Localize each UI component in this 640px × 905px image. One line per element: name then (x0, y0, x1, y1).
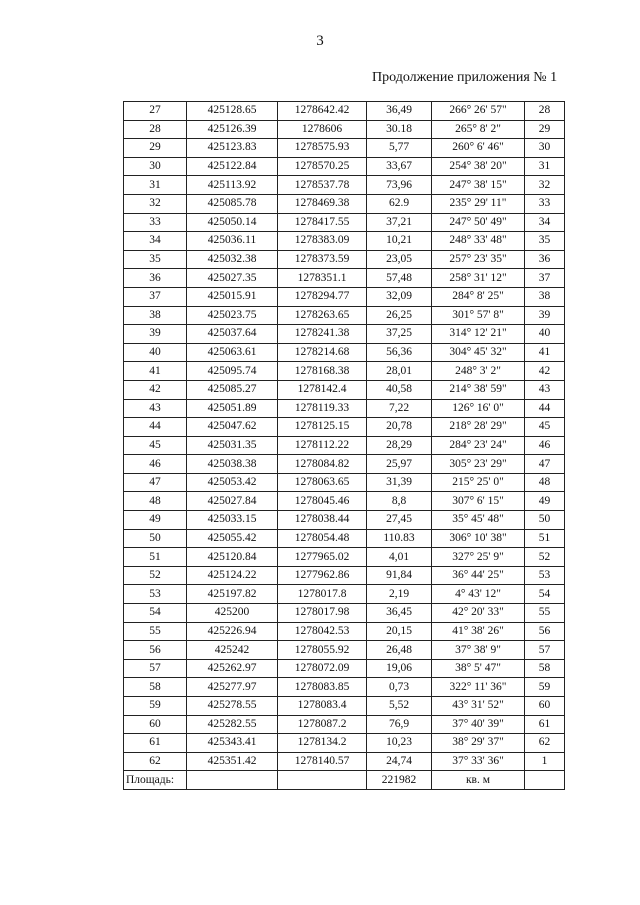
distance-cell: 73,96 (367, 176, 432, 195)
table-row (124, 678, 565, 697)
point-number-cell: 59 (124, 697, 187, 716)
table-row (124, 157, 565, 176)
direction-angle-cell: 306° 10' 38" (432, 529, 525, 548)
x-coordinate-cell: 425343.41 (187, 734, 278, 753)
table-row (124, 455, 565, 474)
distance-cell: 26,25 (367, 306, 432, 325)
x-coordinate-cell: 425200 (187, 604, 278, 623)
point-number-cell: 36 (124, 269, 187, 288)
distance-cell: 56,36 (367, 343, 432, 362)
next-point-number-cell: 53 (525, 566, 565, 585)
distance-cell: 23,05 (367, 250, 432, 269)
y-coordinate-cell: 1278417.55 (278, 213, 367, 232)
table-row (124, 380, 565, 399)
y-coordinate-cell: 1278537.78 (278, 176, 367, 195)
next-point-number-cell: 59 (525, 678, 565, 697)
x-coordinate-cell: 425023.75 (187, 306, 278, 325)
table-row (124, 102, 565, 121)
y-coordinate-cell: 1278351.1 (278, 269, 367, 288)
distance-cell: 36,49 (367, 102, 432, 121)
y-coordinate-cell: 1278294.77 (278, 287, 367, 306)
direction-angle-cell: 37° 33' 36" (432, 752, 525, 771)
next-point-number-cell: 37 (525, 269, 565, 288)
x-coordinate-cell: 425278.55 (187, 697, 278, 716)
distance-cell: 2,19 (367, 585, 432, 604)
direction-angle-cell: 304° 45' 32" (432, 343, 525, 362)
y-coordinate-cell: 1278017.98 (278, 604, 367, 623)
table-row (124, 139, 565, 158)
y-coordinate-cell: 1277965.02 (278, 548, 367, 567)
distance-cell: 36,45 (367, 604, 432, 623)
next-point-number-cell: 57 (525, 641, 565, 660)
point-number-cell: 41 (124, 362, 187, 381)
y-coordinate-cell: 1278642.42 (278, 102, 367, 121)
distance-cell: 7,22 (367, 399, 432, 418)
direction-angle-cell: 301° 57' 8" (432, 306, 525, 325)
y-coordinate-cell: 1278045.46 (278, 492, 367, 511)
distance-cell: 30.18 (367, 120, 432, 139)
point-number-cell: 30 (124, 157, 187, 176)
point-number-cell: 39 (124, 325, 187, 344)
point-number-cell: 62 (124, 752, 187, 771)
direction-angle-cell: 258° 31' 12" (432, 269, 525, 288)
direction-angle-cell: 257° 23' 35" (432, 250, 525, 269)
point-number-cell: 53 (124, 585, 187, 604)
area-value: 221982 (367, 771, 432, 790)
next-point-number-cell: 48 (525, 473, 565, 492)
x-coordinate-cell: 425063.61 (187, 343, 278, 362)
table-row (124, 511, 565, 530)
direction-angle-cell: 215° 25' 0" (432, 473, 525, 492)
y-coordinate-cell: 1278042.53 (278, 622, 367, 641)
y-coordinate-cell: 1278142.4 (278, 380, 367, 399)
x-coordinate-cell: 425050.14 (187, 213, 278, 232)
direction-angle-cell: 41° 38' 26" (432, 622, 525, 641)
next-point-number-cell: 35 (525, 232, 565, 251)
x-coordinate-cell: 425351.42 (187, 752, 278, 771)
distance-cell: 76,9 (367, 715, 432, 734)
direction-angle-cell: 235° 29' 11" (432, 194, 525, 213)
table-row (124, 213, 565, 232)
table-row (124, 492, 565, 511)
y-coordinate-cell: 1278214.68 (278, 343, 367, 362)
x-coordinate-cell: 425262.97 (187, 659, 278, 678)
point-number-cell: 46 (124, 455, 187, 474)
table-row (124, 473, 565, 492)
y-coordinate-cell: 1278241.38 (278, 325, 367, 344)
x-coordinate-cell: 425047.62 (187, 418, 278, 437)
area-empty-cell (278, 771, 367, 790)
point-number-cell: 61 (124, 734, 187, 753)
distance-cell: 110.83 (367, 529, 432, 548)
direction-angle-cell: 247° 50' 49" (432, 213, 525, 232)
point-number-cell: 33 (124, 213, 187, 232)
direction-angle-cell: 322° 11' 36" (432, 678, 525, 697)
distance-cell: 19,06 (367, 659, 432, 678)
next-point-number-cell: 51 (525, 529, 565, 548)
x-coordinate-cell: 425113.92 (187, 176, 278, 195)
distance-cell: 10,23 (367, 734, 432, 753)
direction-angle-cell: 314° 12' 21" (432, 325, 525, 344)
y-coordinate-cell: 1277962.86 (278, 566, 367, 585)
distance-cell: 0,73 (367, 678, 432, 697)
y-coordinate-cell: 1278063.65 (278, 473, 367, 492)
x-coordinate-cell: 425197.82 (187, 585, 278, 604)
table-row (124, 120, 565, 139)
x-coordinate-cell: 425032.38 (187, 250, 278, 269)
table-row (124, 548, 565, 567)
direction-angle-cell: 42° 20' 33" (432, 604, 525, 623)
direction-angle-cell: 214° 38' 59" (432, 380, 525, 399)
next-point-number-cell: 47 (525, 455, 565, 474)
table-row (124, 250, 565, 269)
next-point-number-cell: 44 (525, 399, 565, 418)
point-number-cell: 32 (124, 194, 187, 213)
next-point-number-cell: 50 (525, 511, 565, 530)
y-coordinate-cell: 1278140.57 (278, 752, 367, 771)
next-point-number-cell: 31 (525, 157, 565, 176)
y-coordinate-cell: 1278083.4 (278, 697, 367, 716)
point-number-cell: 38 (124, 306, 187, 325)
direction-angle-cell: 38° 5' 47" (432, 659, 525, 678)
table-row (124, 697, 565, 716)
y-coordinate-cell: 1278575.93 (278, 139, 367, 158)
distance-cell: 57,48 (367, 269, 432, 288)
direction-angle-cell: 327° 25' 9" (432, 548, 525, 567)
point-number-cell: 54 (124, 604, 187, 623)
point-number-cell: 27 (124, 102, 187, 121)
y-coordinate-cell: 1278606 (278, 120, 367, 139)
direction-angle-cell: 248° 3' 2" (432, 362, 525, 381)
point-number-cell: 57 (124, 659, 187, 678)
table-row (124, 659, 565, 678)
table-row (124, 529, 565, 548)
point-number-cell: 43 (124, 399, 187, 418)
next-point-number-cell: 40 (525, 325, 565, 344)
x-coordinate-cell: 425226.94 (187, 622, 278, 641)
table-row (124, 604, 565, 623)
x-coordinate-cell: 425055.42 (187, 529, 278, 548)
direction-angle-cell: 37° 40' 39" (432, 715, 525, 734)
next-point-number-cell: 52 (525, 548, 565, 567)
y-coordinate-cell: 1278087.2 (278, 715, 367, 734)
next-point-number-cell: 1 (525, 752, 565, 771)
point-number-cell: 42 (124, 380, 187, 399)
distance-cell: 40,58 (367, 380, 432, 399)
next-point-number-cell: 54 (525, 585, 565, 604)
direction-angle-cell: 37° 38' 9" (432, 641, 525, 660)
direction-angle-cell: 260° 6' 46" (432, 139, 525, 158)
distance-cell: 20,78 (367, 418, 432, 437)
appendix-title: Продолжение приложения № 1 (372, 70, 558, 85)
distance-cell: 26,48 (367, 641, 432, 660)
distance-cell: 20,15 (367, 622, 432, 641)
point-number-cell: 51 (124, 548, 187, 567)
y-coordinate-cell: 1278469.38 (278, 194, 367, 213)
direction-angle-cell: 265° 8' 2" (432, 120, 525, 139)
point-number-cell: 55 (124, 622, 187, 641)
table-row (124, 362, 565, 381)
x-coordinate-cell: 425015.91 (187, 287, 278, 306)
x-coordinate-cell: 425027.35 (187, 269, 278, 288)
table-row (124, 585, 565, 604)
x-coordinate-cell: 425051.89 (187, 399, 278, 418)
point-number-cell: 35 (124, 250, 187, 269)
coordinates-table-body (124, 102, 565, 790)
x-coordinate-cell: 425037.64 (187, 325, 278, 344)
point-number-cell: 48 (124, 492, 187, 511)
table-row (124, 436, 565, 455)
next-point-number-cell: 33 (525, 194, 565, 213)
next-point-number-cell: 45 (525, 418, 565, 437)
table-row (124, 641, 565, 660)
distance-cell: 10,21 (367, 232, 432, 251)
direction-angle-cell: 305° 23' 29" (432, 455, 525, 474)
table-row (124, 622, 565, 641)
next-point-number-cell: 41 (525, 343, 565, 362)
next-point-number-cell: 28 (525, 102, 565, 121)
x-coordinate-cell: 425038.38 (187, 455, 278, 474)
table-row (124, 734, 565, 753)
y-coordinate-cell: 1278373.59 (278, 250, 367, 269)
point-number-cell: 58 (124, 678, 187, 697)
y-coordinate-cell: 1278072.09 (278, 659, 367, 678)
next-point-number-cell: 61 (525, 715, 565, 734)
y-coordinate-cell: 1278017.8 (278, 585, 367, 604)
x-coordinate-cell: 425095.74 (187, 362, 278, 381)
next-point-number-cell: 46 (525, 436, 565, 455)
direction-angle-cell: 35° 45' 48" (432, 511, 525, 530)
x-coordinate-cell: 425123.83 (187, 139, 278, 158)
point-number-cell: 37 (124, 287, 187, 306)
x-coordinate-cell: 425126.39 (187, 120, 278, 139)
x-coordinate-cell: 425122.84 (187, 157, 278, 176)
table-row (124, 566, 565, 585)
x-coordinate-cell: 425277.97 (187, 678, 278, 697)
distance-cell: 27,45 (367, 511, 432, 530)
direction-angle-cell: 248° 33' 48" (432, 232, 525, 251)
distance-cell: 37,21 (367, 213, 432, 232)
x-coordinate-cell: 425282.55 (187, 715, 278, 734)
table-row (124, 752, 565, 771)
area-empty-cell (187, 771, 278, 790)
point-number-cell: 44 (124, 418, 187, 437)
x-coordinate-cell: 425027.84 (187, 492, 278, 511)
point-number-cell: 29 (124, 139, 187, 158)
point-number-cell: 50 (124, 529, 187, 548)
distance-cell: 4,01 (367, 548, 432, 567)
point-number-cell: 34 (124, 232, 187, 251)
page-number: 3 (316, 33, 324, 49)
next-point-number-cell: 49 (525, 492, 565, 511)
direction-angle-cell: 284° 8' 25" (432, 287, 525, 306)
x-coordinate-cell: 425033.15 (187, 511, 278, 530)
direction-angle-cell: 266° 26' 57" (432, 102, 525, 121)
next-point-number-cell: 55 (525, 604, 565, 623)
x-coordinate-cell: 425124.22 (187, 566, 278, 585)
point-number-cell: 49 (124, 511, 187, 530)
y-coordinate-cell: 1278570.25 (278, 157, 367, 176)
distance-cell: 28,29 (367, 436, 432, 455)
next-point-number-cell: 43 (525, 380, 565, 399)
direction-angle-cell: 284° 23' 24" (432, 436, 525, 455)
y-coordinate-cell: 1278119.33 (278, 399, 367, 418)
next-point-number-cell: 58 (525, 659, 565, 678)
table-row (124, 269, 565, 288)
distance-cell: 62.9 (367, 194, 432, 213)
direction-angle-cell: 307° 6' 15" (432, 492, 525, 511)
direction-angle-cell: 36° 44' 25" (432, 566, 525, 585)
x-coordinate-cell: 425085.78 (187, 194, 278, 213)
next-point-number-cell: 32 (525, 176, 565, 195)
point-number-cell: 45 (124, 436, 187, 455)
next-point-number-cell: 30 (525, 139, 565, 158)
distance-cell: 5,52 (367, 697, 432, 716)
x-coordinate-cell: 425085.27 (187, 380, 278, 399)
distance-cell: 8,8 (367, 492, 432, 511)
y-coordinate-cell: 1278054.48 (278, 529, 367, 548)
area-empty-cell (525, 771, 565, 790)
area-row (124, 771, 565, 790)
y-coordinate-cell: 1278383.09 (278, 232, 367, 251)
next-point-number-cell: 34 (525, 213, 565, 232)
distance-cell: 24,74 (367, 752, 432, 771)
point-number-cell: 52 (124, 566, 187, 585)
x-coordinate-cell: 425128.65 (187, 102, 278, 121)
next-point-number-cell: 38 (525, 287, 565, 306)
distance-cell: 32,09 (367, 287, 432, 306)
y-coordinate-cell: 1278038.44 (278, 511, 367, 530)
point-number-cell: 28 (124, 120, 187, 139)
x-coordinate-cell: 425036.11 (187, 232, 278, 251)
distance-cell: 37,25 (367, 325, 432, 344)
table-row (124, 287, 565, 306)
area-label: Площадь: (124, 771, 187, 790)
y-coordinate-cell: 1278112.22 (278, 436, 367, 455)
point-number-cell: 47 (124, 473, 187, 492)
next-point-number-cell: 36 (525, 250, 565, 269)
point-number-cell: 40 (124, 343, 187, 362)
table-row (124, 176, 565, 195)
x-coordinate-cell: 425053.42 (187, 473, 278, 492)
table-row (124, 715, 565, 734)
y-coordinate-cell: 1278168.38 (278, 362, 367, 381)
distance-cell: 25,97 (367, 455, 432, 474)
distance-cell: 33,67 (367, 157, 432, 176)
y-coordinate-cell: 1278134.2 (278, 734, 367, 753)
next-point-number-cell: 29 (525, 120, 565, 139)
direction-angle-cell: 247° 38' 15" (432, 176, 525, 195)
x-coordinate-cell: 425120.84 (187, 548, 278, 567)
distance-cell: 91,84 (367, 566, 432, 585)
table-row (124, 418, 565, 437)
next-point-number-cell: 60 (525, 697, 565, 716)
area-unit: кв. м (432, 771, 525, 790)
point-number-cell: 31 (124, 176, 187, 195)
point-number-cell: 60 (124, 715, 187, 734)
table-row (124, 306, 565, 325)
direction-angle-cell: 218° 28' 29" (432, 418, 525, 437)
x-coordinate-cell: 425242 (187, 641, 278, 660)
direction-angle-cell: 254° 38' 20" (432, 157, 525, 176)
point-number-cell: 56 (124, 641, 187, 660)
y-coordinate-cell: 1278084.82 (278, 455, 367, 474)
table-row (124, 399, 565, 418)
direction-angle-cell: 38° 29' 37" (432, 734, 525, 753)
direction-angle-cell: 4° 43' 12" (432, 585, 525, 604)
direction-angle-cell: 43° 31' 52" (432, 697, 525, 716)
next-point-number-cell: 62 (525, 734, 565, 753)
y-coordinate-cell: 1278125.15 (278, 418, 367, 437)
distance-cell: 31,39 (367, 473, 432, 492)
distance-cell: 5,77 (367, 139, 432, 158)
next-point-number-cell: 39 (525, 306, 565, 325)
y-coordinate-cell: 1278083.85 (278, 678, 367, 697)
table-row (124, 325, 565, 344)
next-point-number-cell: 56 (525, 622, 565, 641)
next-point-number-cell: 42 (525, 362, 565, 381)
y-coordinate-cell: 1278263.65 (278, 306, 367, 325)
distance-cell: 28,01 (367, 362, 432, 381)
table-row (124, 232, 565, 251)
y-coordinate-cell: 1278055.92 (278, 641, 367, 660)
table-row (124, 194, 565, 213)
table-row (124, 343, 565, 362)
x-coordinate-cell: 425031.35 (187, 436, 278, 455)
coordinates-table (123, 101, 565, 790)
direction-angle-cell: 126° 16' 0" (432, 399, 525, 418)
